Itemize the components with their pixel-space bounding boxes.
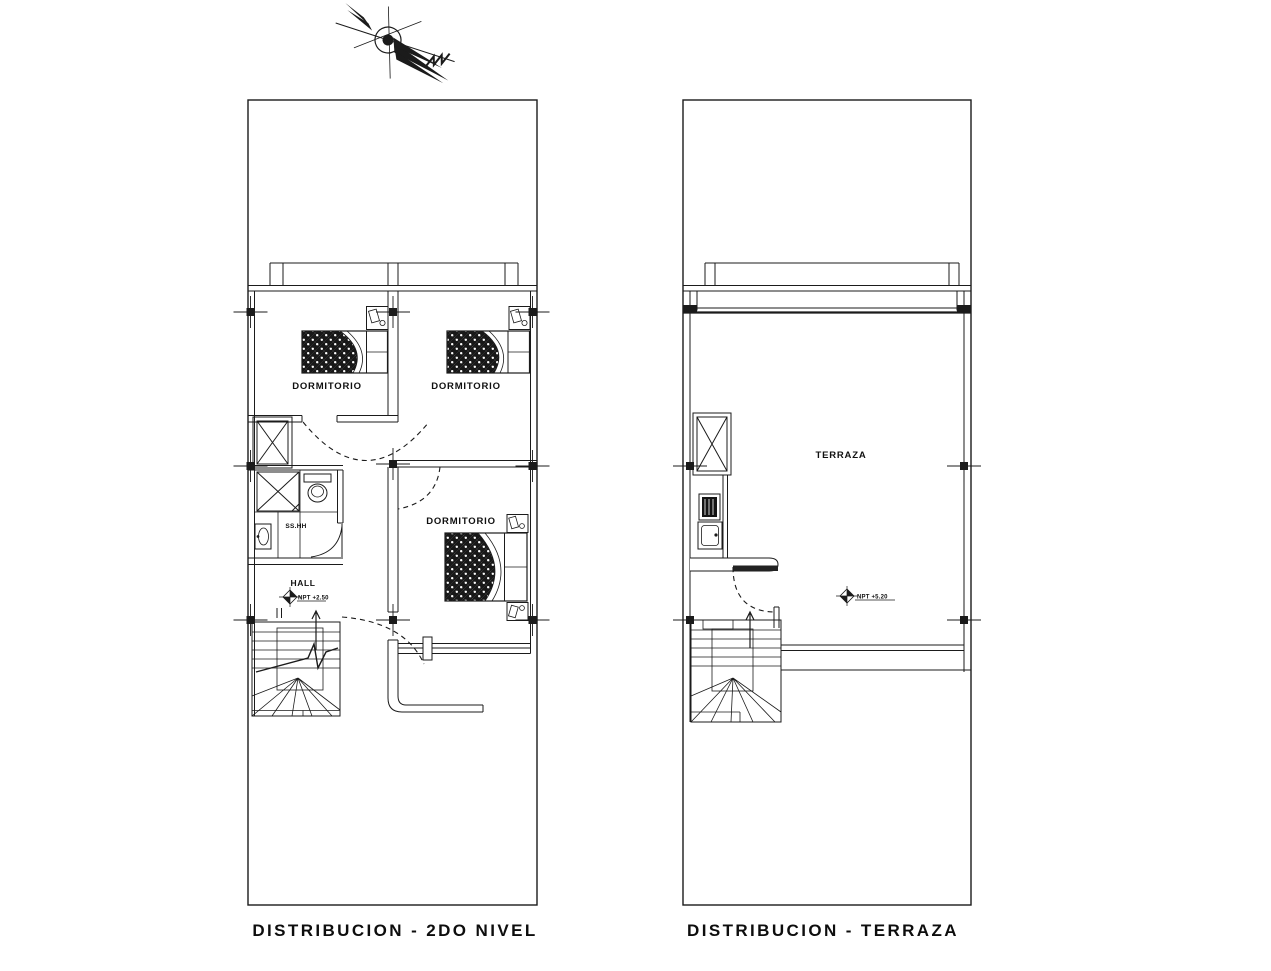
- bedroom-1-label: DORMITORIO: [292, 381, 362, 392]
- plan-title-terraza: DISTRIBUCION - TERRAZA: [687, 921, 959, 940]
- terrace-door-swing-arc: [733, 567, 776, 612]
- bed-icon: [445, 533, 527, 601]
- terrace-label: TERRAZA: [815, 450, 867, 461]
- shaft-x-icon: [253, 417, 292, 468]
- staircase-icon: [252, 611, 340, 716]
- column-grid-marker: [376, 604, 410, 636]
- north-arrow-icon: [325, 0, 465, 96]
- column-grid-marker: [673, 450, 707, 482]
- terrace-level: [836, 586, 895, 606]
- bedroom-3: [398, 515, 531, 661]
- lot-boundary: [248, 100, 537, 905]
- column-grid-marker: [376, 448, 410, 480]
- level-benchmark-icon: [836, 586, 858, 606]
- bedroom-2-label: DORMITORIO: [431, 381, 501, 392]
- column-grid-marker: [234, 296, 268, 328]
- kitchen-sink-icon: [698, 522, 722, 549]
- level-text: NPT +5.20: [857, 594, 888, 601]
- nightstand-icon: [507, 515, 528, 533]
- door-jamb: [774, 607, 779, 628]
- stove-icon: [699, 494, 720, 520]
- bedroom-doors-swing-arc: [303, 422, 429, 461]
- nightstand-icon: [367, 307, 389, 330]
- column-grid-marker: [234, 604, 268, 636]
- door-threshold: [733, 566, 778, 572]
- plan-second-level: [234, 100, 550, 905]
- hall-label: HALL: [290, 578, 316, 588]
- column-grid-marker: [673, 604, 707, 636]
- column-grid-marker: [516, 450, 550, 482]
- nightstand-icon: [507, 603, 528, 621]
- bathroom-tile-lines: [255, 470, 338, 558]
- hall: [279, 578, 329, 607]
- front-pier: [388, 263, 398, 286]
- sink-icon: [255, 524, 271, 549]
- lot-boundary: [683, 100, 971, 905]
- bed-icon: [447, 331, 530, 373]
- rear-window: [398, 644, 531, 654]
- bedroom-3-door-swing-arc: [398, 467, 440, 509]
- level-text: NPT +2.50: [298, 595, 329, 602]
- window-mullion: [423, 637, 432, 660]
- kitchenette: [690, 475, 778, 571]
- plan-terraza: [673, 100, 981, 905]
- bed-icon: [302, 331, 388, 373]
- plan-title-second-level: DISTRIBUCION - 2DO NIVEL: [252, 921, 538, 940]
- staircase-icon: [691, 612, 781, 722]
- nightstand-icon: [509, 307, 530, 330]
- bedroom-1: [292, 307, 388, 393]
- bathroom-label: SS.HH: [285, 523, 307, 530]
- column-grid-marker: [947, 450, 981, 482]
- bathroom-walls: [248, 466, 343, 565]
- toilet-icon: [304, 474, 331, 502]
- corridor-door-swing-arc: [342, 617, 424, 664]
- bathroom-door-swing: [311, 524, 342, 557]
- bedroom-2: [431, 307, 530, 393]
- bedroom-3-label: DORMITORIO: [426, 516, 496, 527]
- front-wall: [683, 263, 971, 308]
- column-grid-marker: [947, 604, 981, 636]
- shower-icon: [257, 472, 299, 511]
- bathroom: [248, 466, 343, 565]
- rear-parapet: [781, 645, 971, 670]
